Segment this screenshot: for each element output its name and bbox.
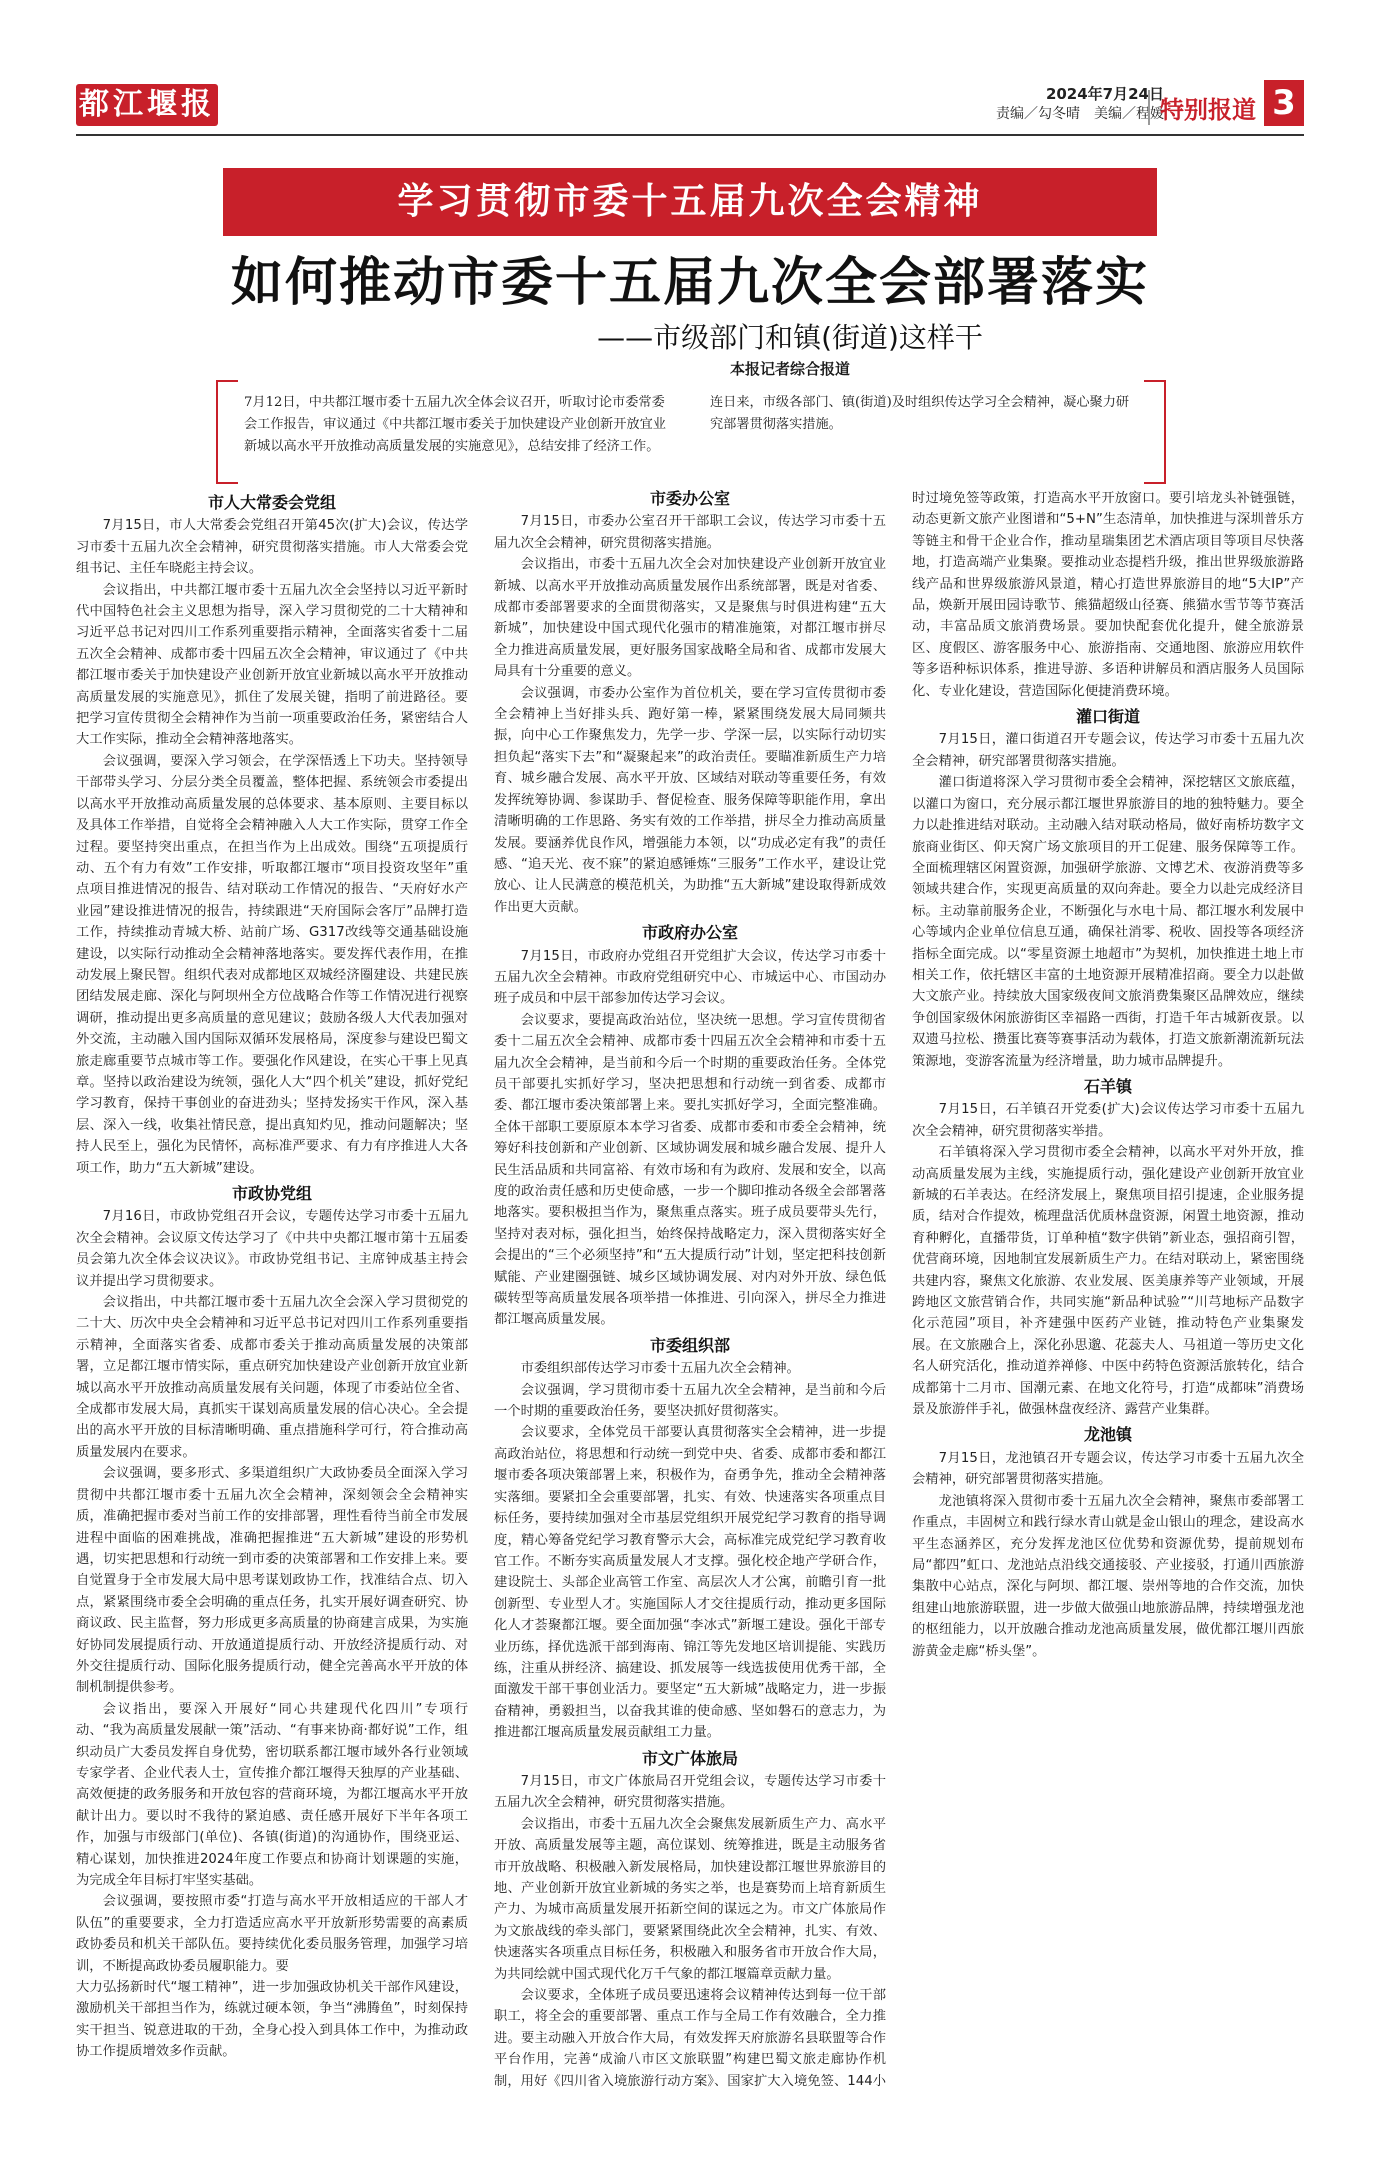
section-title: 市政协党组	[231, 1184, 312, 1203]
headline: 如何推动市委十五届九次全会部署落实	[230, 252, 1149, 313]
byline: 本报记者综合报道	[729, 360, 850, 378]
masthead	[76, 78, 1304, 130]
article-paragraph: 会议指出，市委十五届九次全会聚焦发展新质生产力、高水平开放、高质量发展等主题，高位谋划、统筹推进，既是主动服务省市开放战略、积极融入新发展格局，加快建设都江堰世界旅游目的地、产业创新开放宜业新城的务实之举，也是赛势而上培育新质生产力、为城市高质量发展开拓新空间的谋远之为。市文广体旅局作为文旅战线的牵头部门，要紧紧围绕此次全会精神，扎实、有效、快速落实各项重点目标任务，积极融入和服务省市开放合作大局，为共同绘就中国式现代化万千气象的都江堰篇章贡献力量。	[494, 1816, 886, 1982]
article-paragraph: 灌口街道将深入学习贯彻市委全会精神，深挖辖区文旅底蕴，以灌口为窗口，充分展示都江堰世界旅游目的地的独特魅力。要全力以赴推进结对联动。主动融入结对联动格局，做好南桥坊数字文旅商业街区、仰天窝广场文旅项目的开工促建、服务保障等工作。全面梳理辖区闲置资源，加强研学旅游、文博艺术、夜游消费等多领域共建合作，实现更高质量的双向奔赴。要全力以赴完成经济目标。主动靠前服务企业，不断强化与水电十局、都江堰水利发展中心等域内企业单位信息互通，确保社消零、税收、固投等各项经济指标全面完成。以“零星资源土地超市”为契机，加快推进土地上市相关工作，依托辖区丰富的土地资源开展精准招商。要全力以赴做大文旅产业。持续放大国家级夜间文旅消费集聚区品牌效应，继续争创国家级休闲旅游街区幸福路一西街，打造千年古城新夜景。以双遗马拉松、攒蛋比赛等赛事活动为载体，打造文旅新潮流新玩法策源地，变游客流量为经济增量，助力城市品牌提升。	[912, 775, 1304, 1069]
article-paragraph: 会议强调，学习贯彻市委十五届九次全会精神，是当前和今后一个时期的重要政治任务，要坚决抓好贯彻落实。	[494, 1382, 886, 1420]
article-paragraph: 会议强调，要深入学习领会，在学深悟透上下功夫。坚持领导干部带头学习、分层分类全员覆盖，整体把握、系统领会市委提出以高水平开放推动高质量发展的总体要求、基本原则、主要目标以及具体工作举措，自觉将全会精神融入人大工作实际，贯穿工作全过程。要坚持突出重点，在担当作为上出成效。围绕“五项提质行动、五个有力有效”工作安排，听取都江堰市“项目投资攻坚年”重点项目推进情况的报告、结对联动工作情况的报告、“天府好水产业园”建设推进情况的报告，持续跟进“天府国际会客厅”品牌打造工作，持续推动青城大桥、站前广场、G317改线等交通基础设施建设，以实际行动推动全会精神落地落实。要发挥代表作用，在推动发展上聚民智。组织代表对成都地区双城经济圈建设、共建民族团结发展走廊、深化与阿坝州全方位战略合作等工作情况进行视察调研，推动提出更多高质量的意见建议；鼓励各级人大代表加强对外交流，主动融入国内国际双循环发展格局，深度参与建设巴蜀文旅走廊重要节点城市等工作。要强化作风建设，在实心干事上见真章。坚持以政治建设为统领，强化人大“四个机关”建设，抓好党纪学习教育，保持干事创业的奋进劲头；坚持发扬实干作风，深入基层、深入一线，收集社情民意，提出真知灼见，推动问题解决；坚持人民至上，强化为民情怀，高标准严要求、有力有序推进人大各项工作，助力“五大新城”建设。	[76, 753, 468, 1176]
article-paragraph: 7月15日，市委办公室召开干部职工会议，传达学习市委十五届九次全会精神，研究贯彻落实措施。	[494, 514, 886, 551]
article-paragraph: 会议要求，全体班子成员要迅速将会议精神传达到每一位干部职工，将全会的重要部署、重点工作与全局工作有效融合，全力推进。要主动融入开放合作大局，有效发挥天府旅游名县联盟等合作平台作用，完善“成渝八市区文旅联盟”构建巴蜀文旅走廊协作机制，用好《四川省入境旅游行动方案》、国家扩大入境免签、144小时过境免签等政策，打造高水平开放窗口。要引培龙头补链强链，动态更新文旅产业图谱和“5+N”生态清单，加快推进与深圳普乐方等链主和骨干企业合作，推动星瑞集团艺术酒店项目等项目尽快落地，打造高端产业集聚。要推动业态提档升级，推出世界级旅游路线产品和世界级旅游风景道，精心打造世界旅游目的地“5大IP”产品，焕新开展田园诗歌节、熊猫超级山径赛、熊猫水雪节等节赛活动，丰富品质文旅消费场景。要加快配套优化提升，健全旅游景区、度假区、游客服务中心、旅游指南、交通地图、旅游应用软件等多语种标识体系，推进导游、多语种讲解员和酒店服务人员国际化、专业化建设，营造国际化便捷消费环境。	[494, 491, 1304, 2089]
issue-meta	[996, 84, 1164, 124]
section-title: 市委办公室	[649, 489, 730, 508]
article-paragraph: 会议要求，要提高政治站位，坚决统一思想。学习宣传贯彻省委十二届五次全会精神、成都市委十四届五次全会精神和市委十五届九次全会精神，是当前和今后一个时期的重要政治任务。全体党员干部要扎实抓好学习，坚决把思想和行动统一到省委、成都市委、都江堰市委决策部署上来。要扎实抓好学习，全面完整准确。全体干部职工要原原本本学习省委、成都市委和市委全会精神，统筹好科技创新和产业创新、区域协调发展和城乡融合发展、提升人民生活品质和共同富裕、有效市场和有为政府、发展和安全，以高度的政治责任感和历史使命感，一步一个脚印推动各级全会部署落地落实。要积极担当作为，聚焦重点落实。班子成员要带头先行，坚持对表对标，强化担当，始终保持战略定力，深入贯彻落实好全会提出的“三个必须坚持”和“五大提质行动”计划，坚定把科技创新赋能、产业建圈强链、城乡区域协调发展、对内对外开放、绿色低碳转型等高质量发展各项举措一体推进、引向深入，拼尽全力推进都江堰高质量发展。	[494, 1012, 886, 1328]
article-paragraph: 7月15日，市文广体旅局召开党组会议，专题传达学习市委十五届九次全会精神，研究贯彻落实措施。	[494, 1773, 886, 1811]
issue-date: 2024年7月24日	[1045, 85, 1164, 103]
topic-banner: 学习贯彻市委十五届九次全会精神	[223, 168, 1157, 236]
article-paragraph: 会议强调，要按照市委“打造与高水平开放相适应的干部人才队伍”的重要要求，全力打造适应高水平开放新形势需要的高素质政协委员和机关干部队伍。要持续优化委员服务管理，加强学习培训，不断提高政协委员履职能力。要	[76, 1894, 468, 1974]
section-title: 市文广体旅局	[641, 1748, 738, 1768]
section-title: 市政府办公室	[641, 923, 738, 943]
article-paragraph: 7月15日，灌口街道召开专题会议，传达学习市委十五届九次全会精神，研究部署贯彻落实措施。	[912, 732, 1304, 769]
article-paragraph: 龙池镇将深入贯彻市委十五届九次全会精神，聚焦市委部署工作重点，丰固树立和践行绿水青山就是金山银山的理念，建设高水平生态涵养区，充分发挥龙池区位优势和资源优势，提前规划布局“都四”虹口、龙池站点沿线交通接驳、产业接驳，打通川西旅游集散中心站点，深化与阿坝、都江堰、崇州等地的合作交流，加快组建山地旅游联盟，进一步做大做强山地旅游品牌，持续增强龙池的枢纽能力，以开放融合推动龙池高质量发展，做优都江堰川西旅游黄金走廊“桥头堡”。	[912, 1493, 1304, 1659]
section-title: 龙池镇	[1083, 1425, 1132, 1445]
article-paragraph: 7月15日，市人大常委会党组召开第45次(扩大)会议，传达学习市委十五届九次全会精神，研究贯彻落实措施。市人大常委会党组书记、主任车晓彪主持会议。	[76, 518, 468, 577]
subheadline: ——市级部门和镇(街道)这样干	[597, 321, 983, 354]
article-paragraph: 7月15日，龙池镇召开专题会议，传达学习市委十五届九次全会精神，研究部署贯彻落实措施。	[912, 1450, 1304, 1488]
header-rule	[76, 134, 1304, 136]
lede-paragraph: 7月12日，中共都江堰市委十五届九次全体会议召开，听取讨论市委常委会工作报告，审议通过《中共都江堰市委关于加快建设产业创新开放宜业新城以高水平开放推动高质量发展的实施意见》，总结安排了经济工作。连日来，市级各部门、镇(街道)及时组织传达学习全会精神，凝心聚力研究部署贯彻落实措施。	[244, 395, 1130, 454]
article-paragraph: 会议指出，要深入开展好“同心共建现代化四川”专项行动、“我为高质量发展献一策”活动、“有事来协商·都好说”工作，组织动员广大委员发挥自身优势，密切联系都江堰市域外各行业领域专家学者、企业代表人士，宣传推介都江堰得天独厚的产业基础、高效便捷的政务服务和开放包容的营商环境，为都江堰高水平开放献计出力。要以时不我待的紧迫感、责任感开展好下半年各项工作，加强与市级部门(单位)、各镇(街道)的沟通协作，围绕亚运、精心谋划，加快推进2024年度工作要点和协商计划课题的实施，为完成全年目标打牢坚实基础。	[76, 1701, 468, 1888]
newspaper-logo: 都江堰报	[76, 84, 218, 126]
article-paragraph: 市委组织部传达学习市委十五届九次全会精神。	[520, 1361, 800, 1377]
section-title: 市委组织部	[649, 1335, 730, 1355]
article-paragraph: 7月15日，市政府办党组召开党组扩大会议，传达学习市委十五届九次全会精神。市政府党组研究中心、市城运中心、市国动办班子成员和中层干部参加传达学习会议。	[494, 948, 886, 1007]
section-name: 特别报道	[1148, 90, 1256, 125]
article-paragraph: 石羊镇将深入学习贯彻市委全会精神，以高水平对外开放，推动高质量发展为主线，实施提质行动，强化建设产业创新开放宜业新城的石羊表达。在经济发展上，聚焦项目招引提速，企业服务提质，结对合作提效，梳理盘活优质林盘资源，闲置土地资源，推动育种孵化，直播带货，订单种植“数字供销”新业态，强招商引智，优营商环境，因地制宜发展新质生产力。在结对联动上，紧密围绕共建内容，聚焦文化旅游、农业发展、医美康养等产业领域，开展跨地区文旅营销合作，共同实施“新品种试验”“川芎地标产品数字化示范园”项目，补齐建强中医药产业链，推动特色产业集聚发展。在文旅融合上，深化孙思邈、花蕊夫人、马祖道一等历史文化名人研究活化，推动道养禅修、中医中药特色资源活旅转化，结合成都第十二月市、国潮元素、在地文化符号，打造“成都味”消费场景及旅游伴手礼，做强林盘夜经济、露营产业集群。	[912, 1145, 1304, 1418]
article-paragraph: 会议指出，市委十五届九次全会对加快建设产业创新开放宜业新城、以高水平开放推动高质量发展作出系统部署，既是对省委、成都市委部署要求的全面贯彻落实，又是聚焦与时俱进构建“五大新城”，加快建设中国式现代化强市的精准施策，对都江堰市拼尽全力推进高质量发展，更好服务国家战略全局和省、成都市发展大局具有十分重要的意义。	[494, 557, 886, 680]
article-body	[76, 488, 1304, 2108]
article-paragraph: 会议指出，中共都江堰市委十五届九次全会深入学习贯彻党的二十大、历次中央全会精神和习近平总书记对四川工作系列重要指示精神，全面落实省委、成都市委关于推动高质量发展的决策部署，立足都江堰市情实际，重点研究加快建设产业创新开放宜业新城以高水平开放推动高质量发展有关问题，体现了市委站位全省、全成都市发展大局，真抓实干谋划高质量发展的信心决心。全会提出的高水平开放的目标清晰明确、重点措施科学可行，符合推动高质量发展内在要求。	[76, 1295, 468, 1460]
article-paragraph: 7月16日，市政协党组召开会议，专题传达学习市委十五届九次全会精神。会议原文传达学习了《中共中央都江堰市第十五届委员会第九次全体会议决议》。市政协党组书记、主席钟成基主持会议并提出学习贯彻要求。	[76, 1209, 468, 1289]
article-paragraph: 会议指出，中共都江堰市委十五届九次全会坚持以习近平新时代中国特色社会主义思想为指导，深入学习贯彻党的二十大精神和习近平总书记对四川工作系列重要指示精神，全面落实省委十二届五次全会精神、成都市委十四届五次全会精神，审议通过了《中共都江堰市委关于加快建设产业创新开放宜业新城以高水平开放推动高质量发展的实施意见》，抓住了发展关键，指明了前进路径。要把学习宣传贯彻全会精神作为当前一项重要政治任务，紧密结合人大工作实际，推动全会精神落地落实。	[76, 582, 468, 748]
page-number: 3	[1264, 80, 1304, 126]
editor-credits: 责编／勾冬晴 美编／程媛	[996, 106, 1164, 122]
article-paragraph: 会议强调，要多形式、多渠道组织广大政协委员全面深入学习贯彻中共都江堰市委十五届九次全会精神，深刻领会全会精神实质，准确把握市委对当前工作的安排部署，理性看待当前全市发展进程中面临的困难挑战，准确把握推进“五大新城”建设的形势机遇，切实把思想和行动统一到市委的决策部署和工作安排上来。要自觉置身于全市发展大局中思考谋划政协工作，找准结合点、切入点，紧紧围绕市委全会明确的重点任务，扎实开展好调查研究、协商议政、民主监督，努力形成更多高质量的协商建言成果，为实施好协同发展提质行动、开放通道提质行动、开放经济提质行动、对外交往提质行动、国际化服务提质行动，健全完善高水平开放的体制机制提供参考。	[76, 1466, 468, 1696]
section-title: 灌口街道	[1075, 707, 1140, 727]
article-paragraph: 会议强调，市委办公室作为首位机关，要在学习宣传贯彻市委全会精神上当好排头兵、跑好第一棒，紧紧围绕发展大局同频共振，向中心工作聚焦发力，先学一步、学深一层，以实际行动切实担负起“落实下去”和“凝聚起来”的政治责任。要瞄准新质生产力培育、城乡融合发展、高水平开放、区域结对联动等重要任务，有效发挥统筹协调、参谋助手、督促检查、服务保障等职能作用，拿出清晰明确的工作思路、务实有效的工作举措，拼尽全力推动高质量发展。要涵养优良作风，增强能力本领，以“功成必定有我”的责任感、“追天光、夜不寐”的紧迫感锤炼“三服务”工作水平，建设让党放心、让人民满意的模范机关，为助推“五大新城”建设取得新成效作出更大贡献。	[494, 685, 886, 915]
article-paragraph: 大力弘扬新时代“堰工精神”，进一步加强政协机关干部作风建设，激励机关干部担当作为，练就过硬本领，争当“沸腾鱼”，时刻保持实干担当、锐意进取的干劲，全身心投入到具体工作中，为推动政协工作提质增效多作贡献。	[76, 1980, 468, 2060]
article-paragraph: 会议要求，全体党员干部要认真贯彻落实全会精神，进一步提高政治站位，将思想和行动统一到党中央、省委、成都市委和都江堰市委各项决策部署上来，积极作为，奋勇争先，推动全会精神落实落细。要紧扣全会重要部署，扎实、有效、快速落实各项重点目标任务，要持续加强对全市基层党组织开展党纪学习教育的指导调度，精心筹备党纪学习教育警示大会，高标准完成党纪学习教育收官工作。不断夯实高质量发展人才支撑。强化校企地产学研合作，建设院士、头部企业高管工作室、高层次人才公寓，前瞻引育一批创新型、专业型人才。实施国际人才交往提质行动，推动更多国际化人才荟聚都江堰。要全面加强“李冰式”新堰工建设。强化干部专业历练，择优选派干部到海南、锦江等先发地区培训提能、实践历练，注重从拼经济、搞建设、抓发展等一线选拔使用优秀干部，全面激发干部干事创业活力。要坚定“五大新城”战略定力，进一步振奋精神，勇毅担当，以奋我其谁的使命感、坚如磐石的意志力，为推进都江堰高质量发展贡献组工力量。	[494, 1425, 886, 1741]
section-title: 石羊镇	[1083, 1076, 1132, 1096]
section-title: 市人大常委会党组	[207, 493, 336, 512]
article-paragraph: 7月15日，石羊镇召开党委(扩大)会议传达学习市委十五届九次全会精神，研究贯彻落实举措。	[912, 1102, 1304, 1139]
